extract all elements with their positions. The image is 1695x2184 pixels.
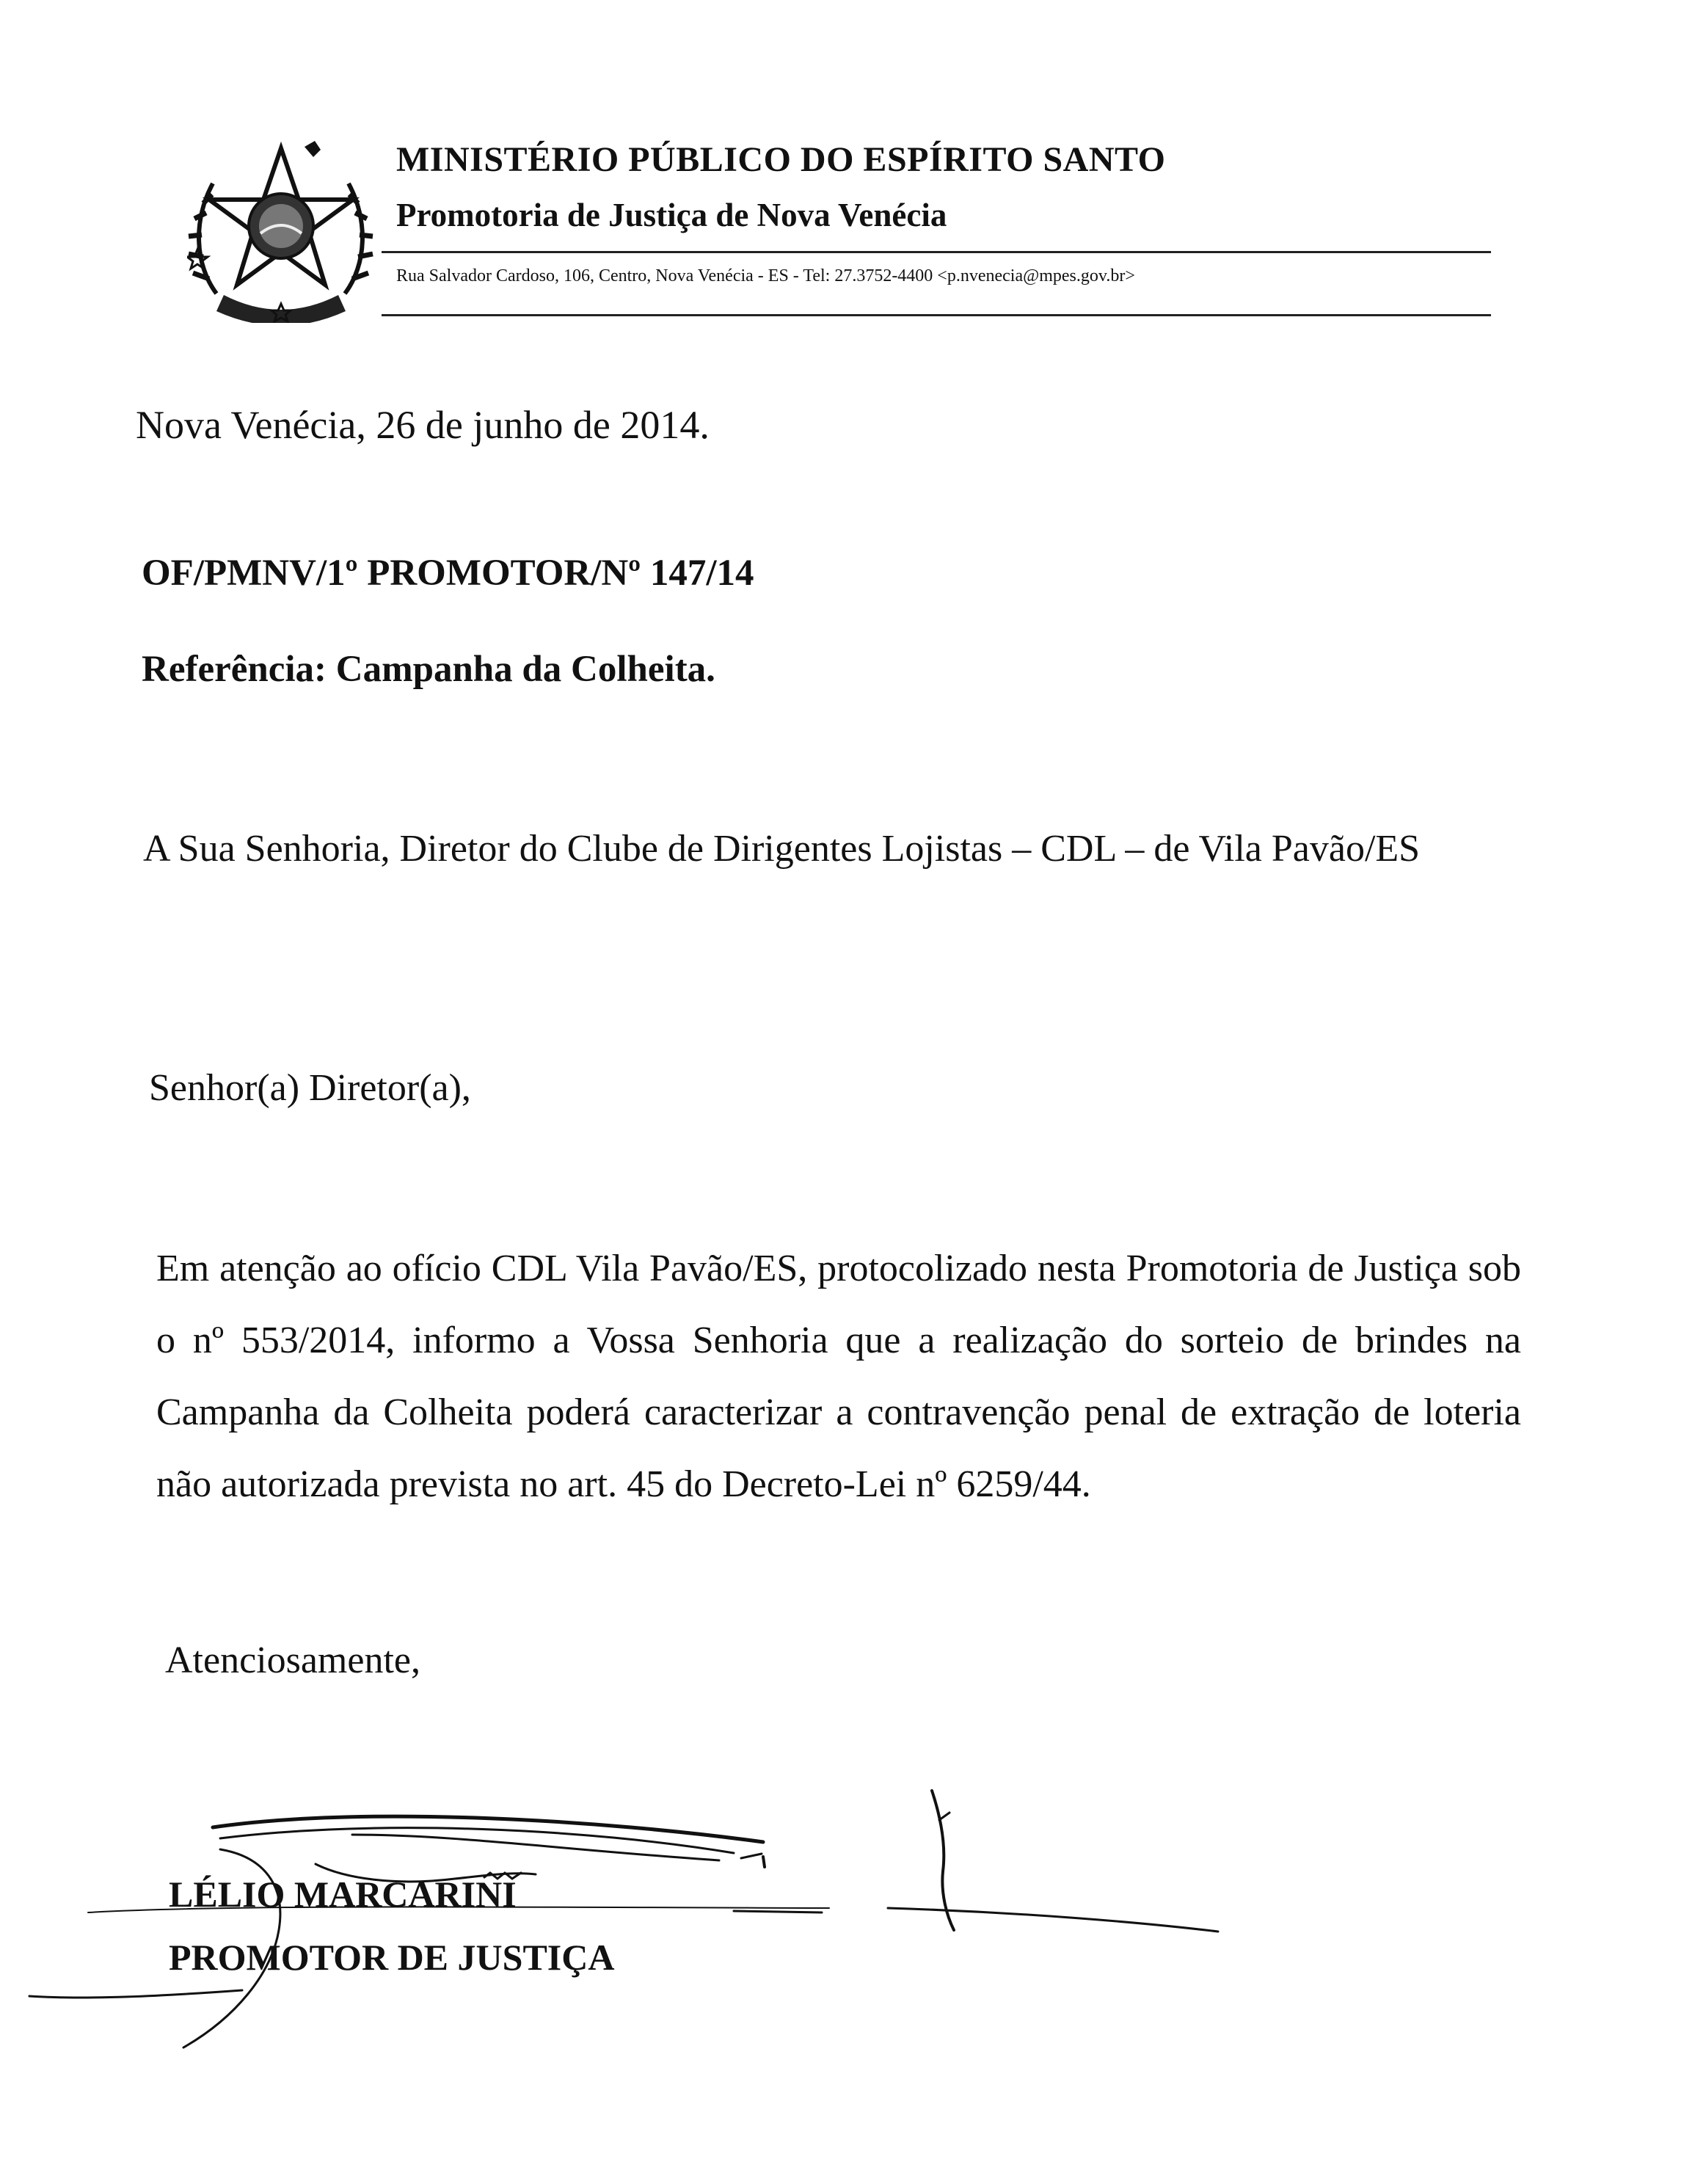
- letterhead-divider-top: [382, 251, 1491, 253]
- letterhead-title: MINISTÉRIO PÚBLICO DO ESPÍRITO SANTO: [396, 140, 1166, 179]
- body-paragraph: Em atenção ao ofício CDL Vila Pavão/ES, protocolizado nesta Promotoria de Justiça sob o nº 553/2014, informo a Vossa Senhoria que a realização do sorteio de brindes na Campanha da Colheita poderá caracterizar a contravenção penal de extração de loteria não autorizada prevista no art. 45 do Decreto-Lei nº 6259/44.: [156, 1248, 1521, 1505]
- letterhead-address: Rua Salvador Cardoso, 106, Centro, Nova Venécia - ES - Tel: 27.3752-4400 <p.nvenecia@mpes.gov.br>: [396, 266, 1135, 285]
- signer-name: LÉLIO MARCARINI: [169, 1874, 517, 1915]
- reference-line: Referência: Campanha da Colheita.: [142, 649, 715, 690]
- addressee: A Sua Senhoria, Diretor do Clube de Dirigentes Lojistas – CDL – de Vila Pavão/ES: [143, 828, 1421, 870]
- coat-of-arms-seal-icon: [187, 139, 374, 323]
- letterhead-divider-bottom: [382, 314, 1491, 316]
- closing: Atenciosamente,: [165, 1639, 420, 1681]
- signer-role: PROMOTOR DE JUSTIÇA: [169, 1937, 615, 1978]
- office-number: OF/PMNV/1º PROMOTOR/Nº 147/14: [142, 553, 754, 594]
- salutation: Senhor(a) Diretor(a),: [149, 1067, 471, 1109]
- letterhead-subtitle: Promotoria de Justiça de Nova Venécia: [396, 197, 947, 233]
- letter-date: Nova Venécia, 26 de junho de 2014.: [136, 403, 710, 447]
- handwritten-signature: [0, 1776, 1695, 2084]
